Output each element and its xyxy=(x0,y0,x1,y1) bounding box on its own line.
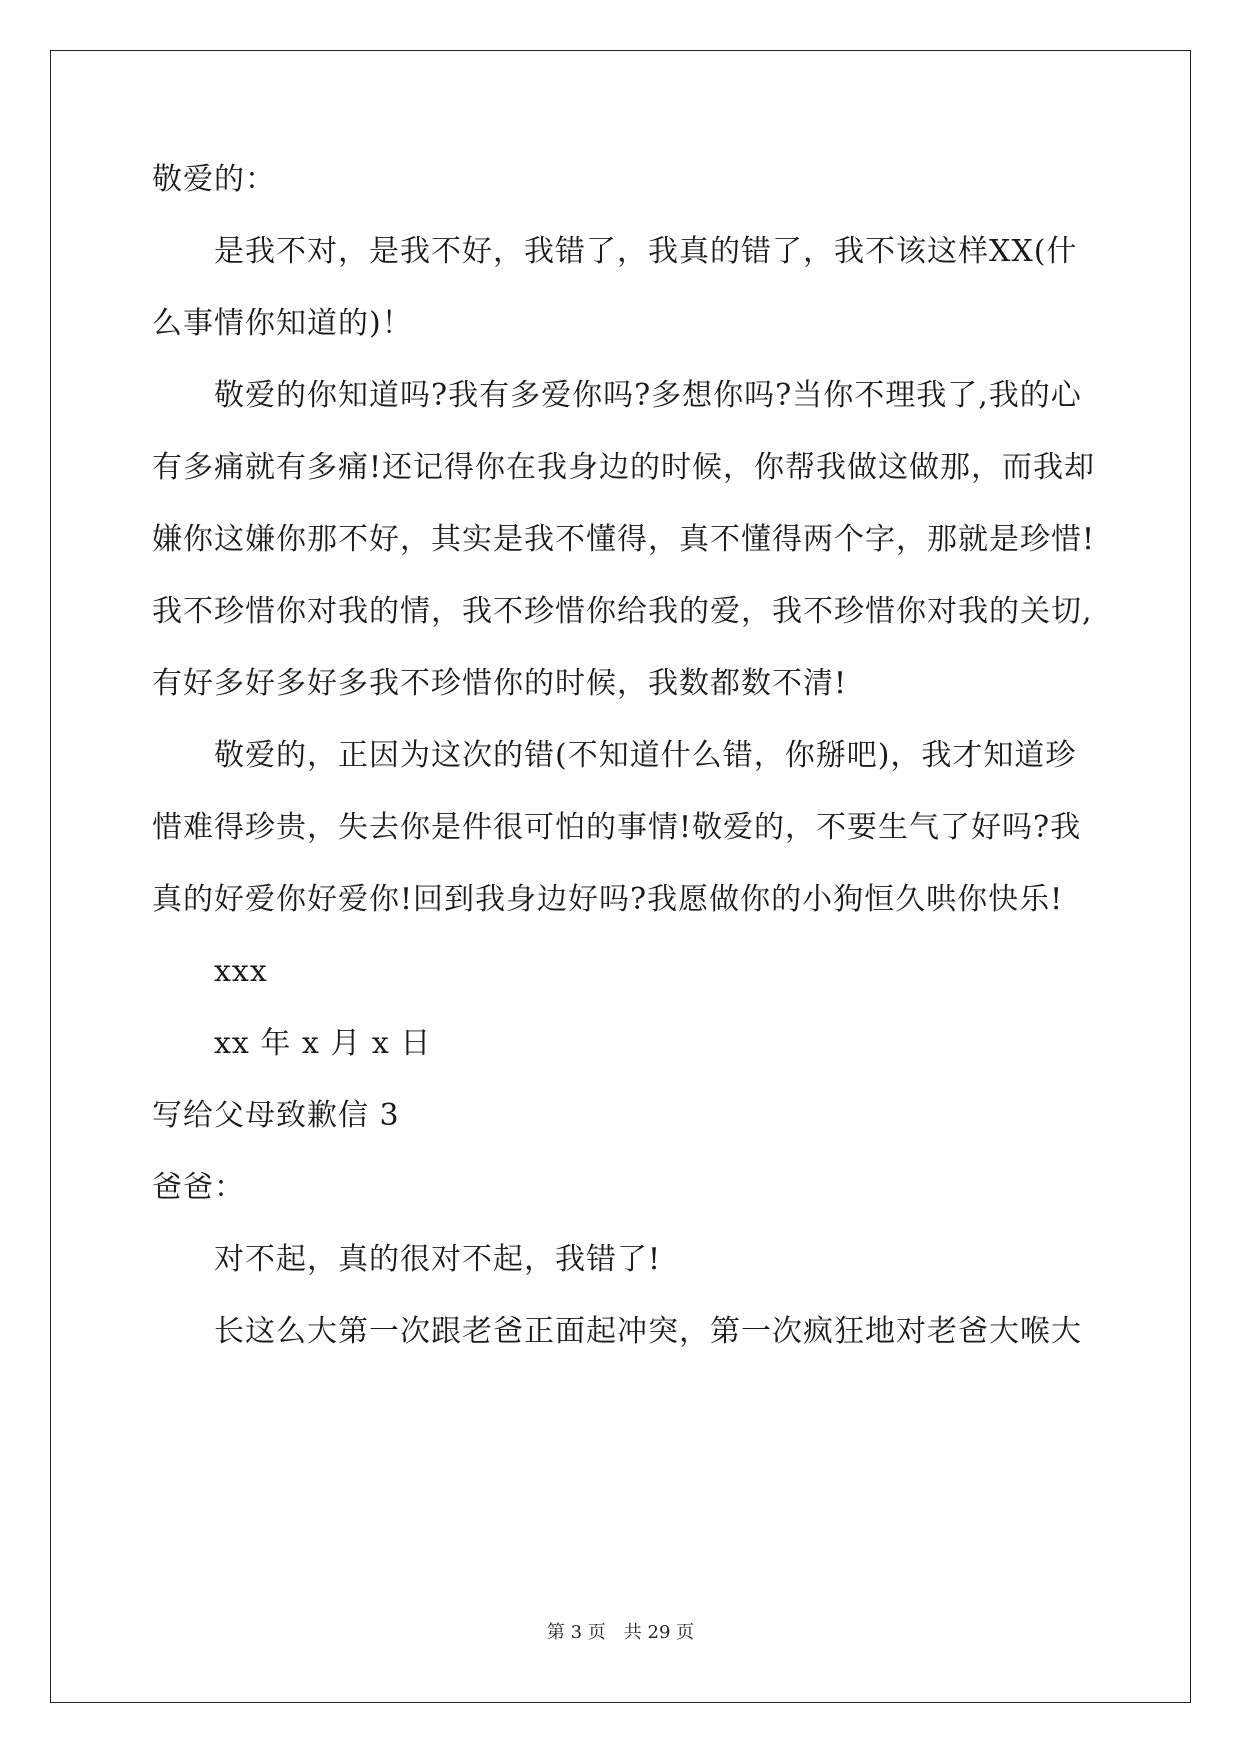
salutation: 爸爸： xyxy=(152,1170,245,1205)
page-number-footer: 第 3 页 共 29 页 xyxy=(546,1622,695,1643)
paragraph-line: 敬爱的，正因为这次的错(不知道什么错，你掰吧)，我才知道珍 xyxy=(214,738,1077,773)
paragraph-line: 长这么大第一次跟老爸正面起冲突，第一次疯狂地对老爸大喉大 xyxy=(214,1314,1082,1349)
paragraph-line: 是我不对，是我不好，我错了，我真的错了，我不该这样XX(什 xyxy=(214,234,1078,269)
paragraph-line: 真的好爱你好爱你!回到我身边好吗?我愿做你的小狗恒久哄你快乐! xyxy=(152,882,1064,917)
paragraph-line: 么事情你知道的)！ xyxy=(152,306,413,341)
paragraph-line: 我不珍惜你对我的情，我不珍惜你给我的爱，我不珍惜你对我的关切, xyxy=(152,594,1093,629)
paragraph-line: 有好多好多好多我不珍惜你的时候，我数都数不清! xyxy=(152,666,848,701)
paragraph-line: 对不起，真的很对不起，我错了! xyxy=(214,1242,662,1277)
signature: xxx xyxy=(214,954,268,989)
paragraph-line: 惜难得珍贵，失去你是件很可怕的事情!敬爱的，不要生气了好吗?我 xyxy=(152,810,1082,845)
section-title: 写给父母致歉信 3 xyxy=(152,1098,400,1133)
salutation: 敬爱的： xyxy=(152,162,276,197)
paragraph-line: 嫌你这嫌你那不好，其实是我不懂得，真不懂得两个字，那就是珍惜! xyxy=(152,522,1096,557)
paragraph-line: 敬爱的你知道吗?我有多爱你吗?多想你吗?当你不理我了,我的心 xyxy=(214,378,1082,413)
date-line: xx 年 x 月 x 日 xyxy=(214,1026,432,1061)
paragraph-line: 有多痛就有多痛!还记得你在我身边的时候，你帮我做这做那，而我却 xyxy=(152,450,1096,485)
page-frame xyxy=(50,50,1191,1703)
